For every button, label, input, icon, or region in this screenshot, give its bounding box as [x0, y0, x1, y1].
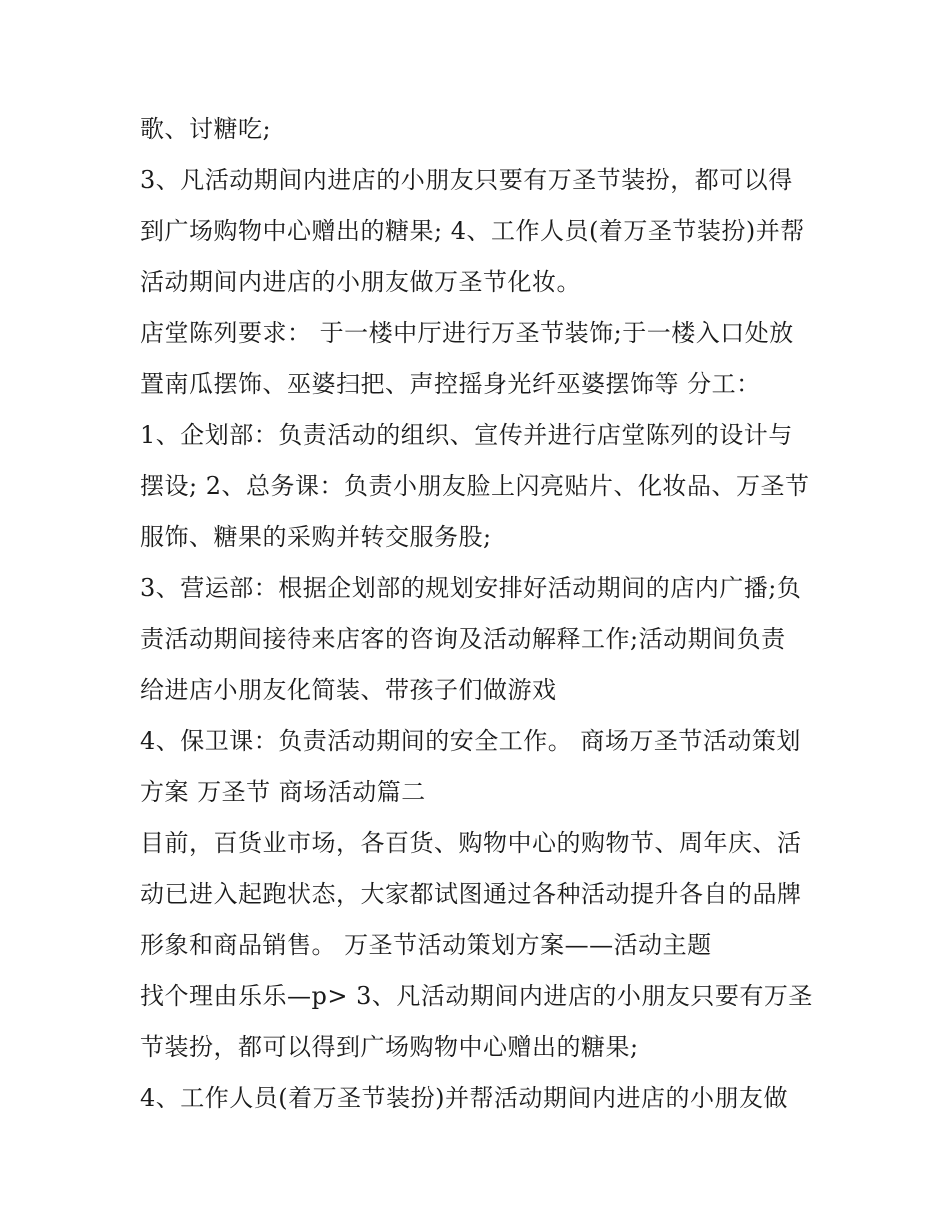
text-line: 到广场购物中心赠出的糖果; 4、工作人员(着万圣节装扮)并帮	[140, 217, 805, 245]
text-line: 活动期间内进店的小朋友做万圣节化妆。	[140, 268, 581, 296]
text-line: 责活动期间接待来店客的咨询及活动解释工作;活动期间负责	[140, 625, 786, 653]
text-line: 动已进入起跑状态，大家都试图通过各种活动提升各自的品牌	[140, 880, 802, 908]
text-line: 目前，百货业市场，各百货、购物中心的购物节、周年庆、活	[140, 829, 802, 857]
body-text	[140, 104, 820, 1124]
text-line: 3、凡活动期间内进店的小朋友只要有万圣节装扮，都可以得	[140, 166, 793, 194]
text-line: 找个理由乐乐—p> 3、凡活动期间内进店的小朋友只要有万圣	[140, 982, 813, 1010]
text-line: 节装扮，都可以得到广场购物中心赠出的糖果;	[140, 1033, 639, 1061]
text-line: 4、保卫课：负责活动期间的安全工作。 商场万圣节活动策划	[140, 727, 801, 755]
text-line: 歌、讨糖吃;	[140, 115, 272, 143]
text-line: 形象和商品销售。 万圣节活动策划方案——活动主题	[140, 931, 712, 959]
text-line: 方案 万圣节 商场活动篇二	[140, 778, 426, 806]
text-line: 摆设; 2、总务课：负责小朋友脸上闪亮贴片、化妆品、万圣节	[140, 472, 810, 500]
text-line: 4、工作人员(着万圣节装扮)并帮活动期间内进店的小朋友做	[140, 1084, 788, 1112]
text-line: 1、企划部：负责活动的组织、宣传并进行店堂陈列的设计与	[140, 421, 793, 449]
text-line: 3、营运部：根据企划部的规划安排好活动期间的店内广播;负	[140, 574, 802, 602]
text-line: 给进店小朋友化简装、带孩子们做游戏	[140, 676, 557, 704]
text-line: 店堂陈列要求： 于一楼中厅进行万圣节装饰;于一楼入口处放	[140, 319, 794, 347]
text-line: 置南瓜摆饰、巫婆扫把、声控摇身光纤巫婆摆饰等 分工：	[140, 370, 761, 398]
text-line: 服饰、糖果的采购并转交服务股;	[140, 523, 492, 551]
